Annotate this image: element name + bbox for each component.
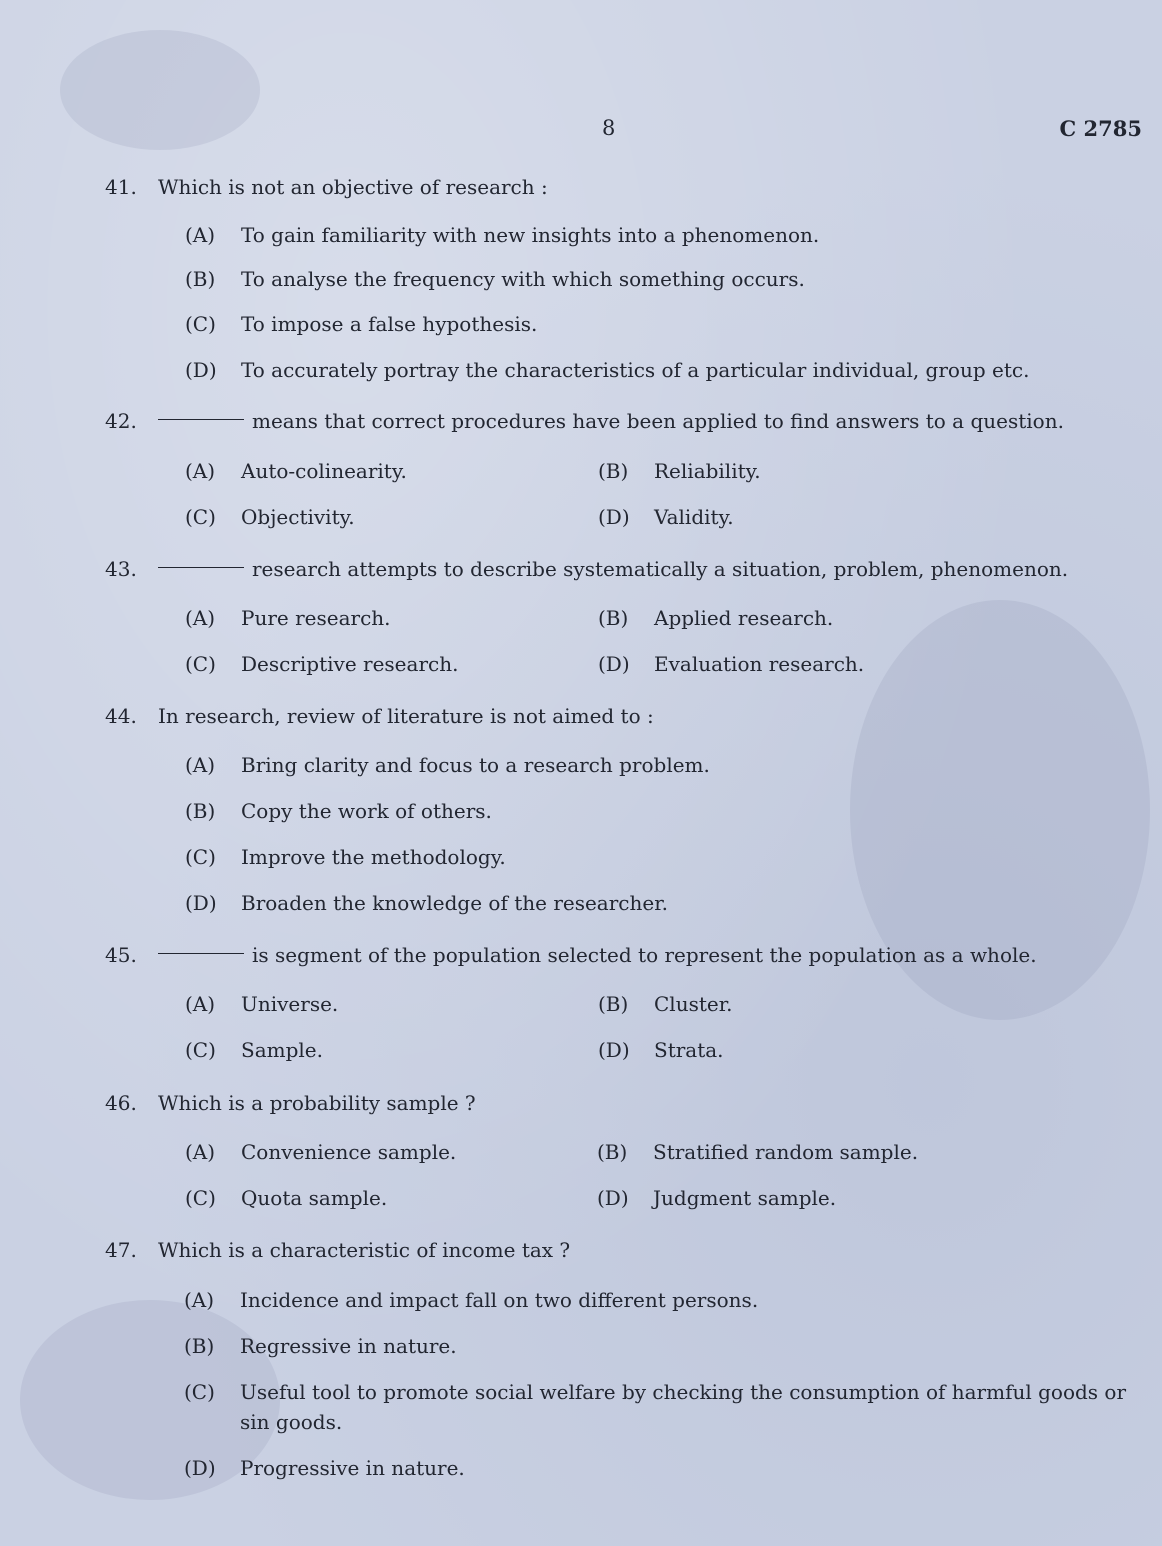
option-letter: (B)	[598, 606, 629, 630]
answer-blank	[158, 419, 244, 420]
question-text-body: research attempts to describe systematically a situation, problem, phenomenon.	[252, 557, 1069, 581]
option-letter: (C)	[185, 845, 216, 869]
option-letter: (D)	[185, 358, 217, 382]
page-number: 8	[602, 116, 616, 140]
question-number: 46.	[105, 1091, 137, 1115]
question-text: In research, review of literature is not aimed to :	[158, 704, 654, 728]
option-letter: (A)	[185, 459, 216, 483]
option-text: Stratified random sample.	[653, 1140, 919, 1164]
question-text: Which is a characteristic of income tax ?	[158, 1238, 571, 1262]
option-text: Auto-colinearity.	[241, 459, 407, 483]
question-number: 45.	[105, 943, 137, 967]
option-letter: (C)	[185, 652, 216, 676]
option-text: Bring clarity and focus to a research problem.	[241, 753, 710, 777]
option-letter: (B)	[185, 267, 216, 291]
option-letter: (A)	[185, 606, 216, 630]
option-text: Convenience sample.	[241, 1140, 457, 1164]
option-letter: (C)	[185, 1038, 216, 1062]
page-header	[0, 116, 1162, 146]
option-text: Progressive in nature.	[240, 1456, 465, 1480]
option-text: Evaluation research.	[654, 652, 865, 676]
option-text: Strata.	[654, 1038, 724, 1062]
option-text: Reliability.	[654, 459, 761, 483]
option-letter: (C)	[184, 1380, 215, 1404]
question-number: 42.	[105, 409, 137, 433]
option-letter: (C)	[185, 505, 216, 529]
option-text: Regressive in nature.	[240, 1334, 457, 1358]
question-number: 41.	[105, 175, 137, 199]
option-text: Descriptive research.	[241, 652, 459, 676]
option-text: Validity.	[654, 505, 734, 529]
option-letter: (A)	[184, 1288, 215, 1312]
answer-blank	[158, 567, 244, 568]
option-text: To accurately portray the characteristics of a particular individual, group etc.	[241, 358, 1030, 382]
answer-blank	[158, 953, 244, 954]
option-letter: (B)	[598, 459, 629, 483]
question-number: 44.	[105, 704, 137, 728]
option-text: Improve the methodology.	[241, 845, 506, 869]
option-text: Copy the work of others.	[241, 799, 492, 823]
option-text: Broaden the knowledge of the researcher.	[241, 891, 668, 915]
option-letter: (D)	[598, 505, 630, 529]
option-text: To impose a false hypothesis.	[241, 312, 538, 336]
option-text: Incidence and impact fall on two different persons.	[240, 1288, 759, 1312]
option-letter: (A)	[185, 992, 216, 1016]
option-text: Universe.	[241, 992, 339, 1016]
option-letter: (D)	[597, 1186, 629, 1210]
option-letter: (A)	[185, 1140, 216, 1164]
option-text: Cluster.	[654, 992, 733, 1016]
option-letter: (C)	[185, 312, 216, 336]
option-text: Applied research.	[654, 606, 834, 630]
option-text: To gain familiarity with new insights into a phenomenon.	[241, 223, 820, 247]
question-text	[158, 942, 1148, 968]
question-text-body: means that correct procedures have been applied to find answers to a question.	[252, 409, 1064, 433]
option-text: Judgment sample.	[653, 1186, 837, 1210]
option-letter: (A)	[185, 753, 216, 777]
question-text: Which is not an objective of research :	[158, 175, 548, 199]
question-text	[158, 408, 1148, 434]
question-text	[158, 556, 1148, 582]
option-letter: (D)	[184, 1456, 216, 1480]
question-text: Which is a probability sample ?	[158, 1091, 476, 1115]
question-number: 47.	[105, 1238, 137, 1262]
option-letter: (B)	[184, 1334, 215, 1358]
option-text: Objectivity.	[241, 505, 355, 529]
option-letter: (A)	[185, 223, 216, 247]
option-letter: (D)	[598, 1038, 630, 1062]
option-letter: (D)	[185, 891, 217, 915]
option-text: To analyse the frequency with which something occurs.	[241, 267, 805, 291]
question-number: 43.	[105, 557, 137, 581]
option-text: Pure research.	[241, 606, 391, 630]
option-text: Useful tool to promote social welfare by checking the consumption of harmful goods or sin goods.	[240, 1380, 1127, 1434]
option-text: Sample.	[241, 1038, 323, 1062]
option-letter: (B)	[185, 799, 216, 823]
option-letter: (C)	[185, 1186, 216, 1210]
option-letter: (B)	[597, 1140, 628, 1164]
paper-code: C 2785	[1059, 116, 1142, 141]
question-text-body: is segment of the population selected to represent the population as a whole.	[252, 943, 1037, 967]
option-letter: (B)	[598, 992, 629, 1016]
option-text: Quota sample.	[241, 1186, 388, 1210]
option-letter: (D)	[598, 652, 630, 676]
